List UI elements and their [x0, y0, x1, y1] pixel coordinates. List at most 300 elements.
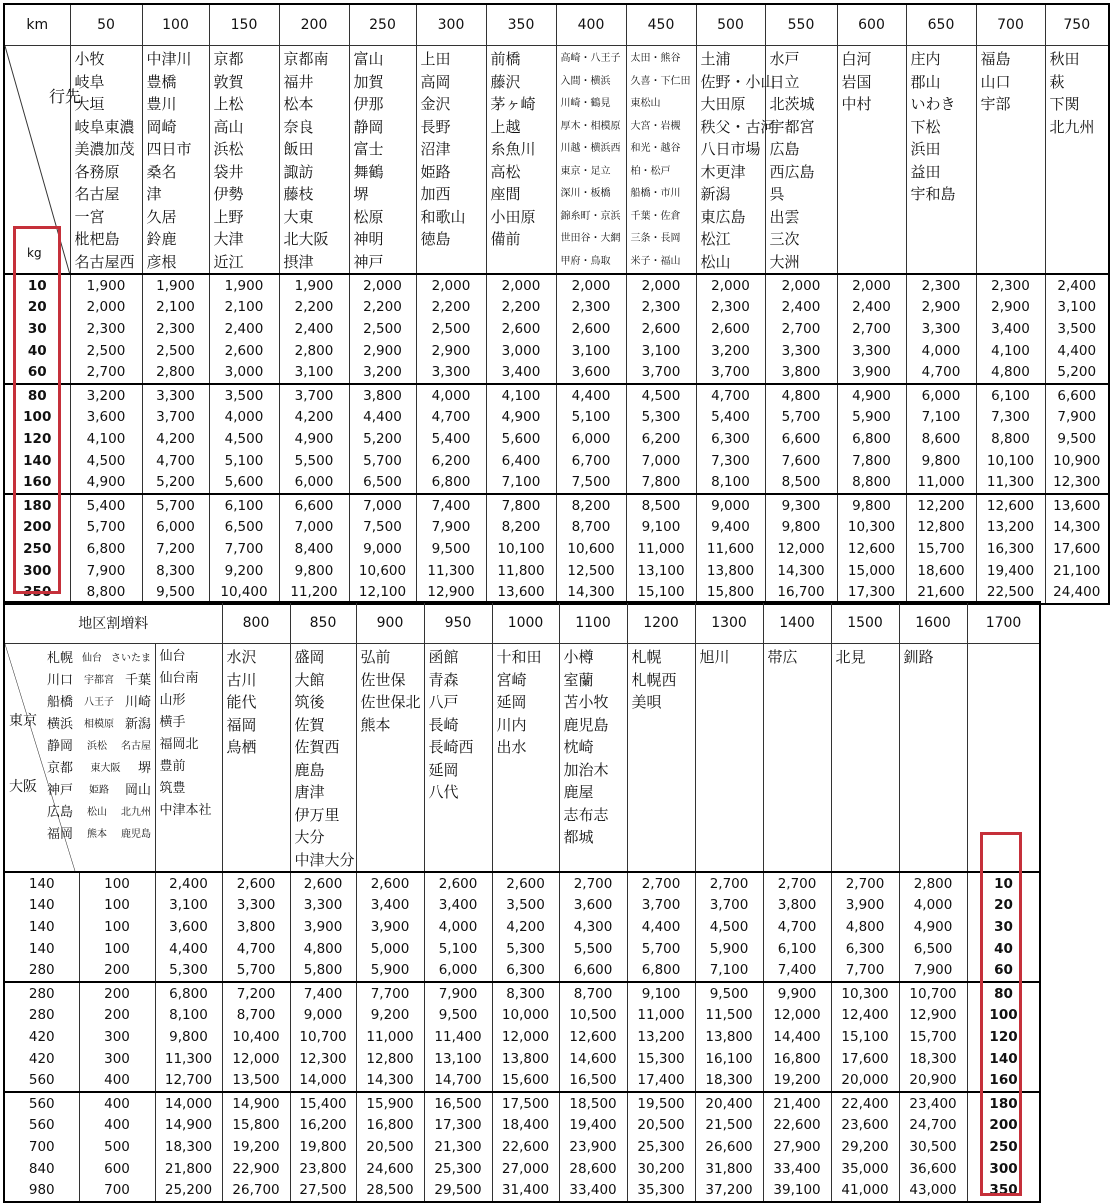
- weight-kg: 180: [4, 494, 70, 517]
- rate-cell: 4,200: [279, 407, 349, 429]
- area-col3-cell: [155, 644, 222, 873]
- rate-cell: 3,300: [837, 340, 906, 362]
- rate-cell: 2,600: [222, 872, 290, 895]
- rate-cell: 9,800: [279, 560, 349, 582]
- rate-cell: 5,800: [290, 959, 356, 982]
- rate-cell: 3,700: [696, 361, 765, 384]
- rate-cell: 17,600: [831, 1048, 899, 1070]
- weight-group-2: [4, 982, 1040, 1092]
- destination-list: [222, 644, 290, 873]
- rate-cell: 2,900: [349, 340, 416, 362]
- rate-cell: 9,000: [290, 1005, 356, 1027]
- rate-cell: 4,000: [899, 895, 967, 917]
- destination-name: 大東: [283, 207, 314, 226]
- rate-cell: 3,100: [556, 340, 626, 362]
- destination-name: 宮崎: [496, 670, 527, 689]
- rate-cell: 7,800: [837, 450, 906, 472]
- rate-cell: 13,100: [626, 560, 696, 582]
- surcharge-tokyo: 560: [4, 1069, 79, 1092]
- rate-cell: 15,400: [290, 1092, 356, 1115]
- rate-cell: 27,900: [763, 1136, 831, 1158]
- rate-cell: 12,000: [763, 1005, 831, 1027]
- rate-cell: 10,600: [556, 538, 626, 560]
- rate-cell: 23,900: [559, 1136, 627, 1158]
- rate-row: [4, 494, 1109, 517]
- rate-cell: 9,100: [627, 982, 695, 1005]
- area-city: 豊前: [159, 759, 186, 774]
- rate-cell: 5,600: [486, 428, 556, 450]
- rate-row: [4, 560, 1109, 582]
- destination-list: [559, 644, 627, 873]
- rate-cell: 2,600: [696, 318, 765, 340]
- weight-kg: 100: [967, 1005, 1040, 1027]
- rate-cell: 2,000: [696, 274, 765, 297]
- area-city: 千葉: [124, 673, 151, 688]
- rate-cell: 10,300: [837, 517, 906, 539]
- weight-group-3: [4, 1092, 1040, 1202]
- destination-name: 枕崎: [563, 738, 594, 756]
- rate-cell: 3,700: [626, 361, 696, 384]
- destination-name: 出水: [496, 738, 527, 756]
- weight-kg: 60: [4, 361, 70, 384]
- rate-cell: 10,700: [290, 1026, 356, 1048]
- rate-cell: 14,900: [155, 1115, 222, 1137]
- destination-name: 益田: [910, 162, 941, 181]
- destination-list: [627, 644, 695, 873]
- rate-cell: 12,600: [837, 538, 906, 560]
- rate-cell: 7,700: [356, 982, 424, 1005]
- destination-name: 岐阜東濃: [74, 117, 135, 136]
- surcharge-osaka: 600: [79, 1158, 155, 1180]
- destination-name: 東松山: [630, 98, 661, 109]
- rate-cell: 3,600: [155, 916, 222, 938]
- rate-cell: 11,500: [695, 1005, 763, 1027]
- rate-cell: 31,400: [492, 1179, 559, 1202]
- destination-name: 深川・板橋: [560, 188, 611, 199]
- rate-cell: 1,900: [142, 274, 209, 297]
- distance-header: 1200: [627, 602, 695, 644]
- rate-cell: 25,300: [424, 1158, 492, 1180]
- destination-row: [4, 46, 1109, 275]
- rate-cell: 37,200: [695, 1179, 763, 1202]
- distance-header: 1000: [492, 602, 559, 644]
- rate-cell: 4,800: [976, 361, 1045, 384]
- destination-name: 伊那: [353, 95, 384, 113]
- destination-list: [349, 46, 416, 275]
- rate-cell: 5,900: [695, 938, 763, 960]
- rate-cell: 7,900: [416, 517, 486, 539]
- rate-cell: 7,000: [349, 494, 416, 517]
- rate-cell: 6,200: [626, 428, 696, 450]
- area-city: 松山: [87, 807, 107, 818]
- destination-name: 摂津: [283, 252, 314, 271]
- rate-cell: 3,000: [209, 361, 279, 384]
- rate-cell: 6,000: [142, 517, 209, 539]
- rate-cell: 2,300: [556, 297, 626, 319]
- surcharge-tokyo: 420: [4, 1048, 79, 1070]
- surcharge-osaka: 200: [79, 982, 155, 1005]
- rate-cell: 12,400: [831, 1005, 899, 1027]
- rate-cell: 14,400: [763, 1026, 831, 1048]
- rate-cell: 21,400: [763, 1092, 831, 1115]
- rate-cell: 18,400: [492, 1115, 559, 1137]
- destination-name: 水沢: [226, 648, 257, 666]
- destination-name: 中津川: [146, 50, 192, 68]
- rate-cell: 2,700: [695, 872, 763, 895]
- rate-cell: 6,600: [765, 428, 837, 450]
- rate-cell: 10,500: [559, 1005, 627, 1027]
- rate-table-upper: [3, 3, 1110, 605]
- rate-cell: 19,200: [763, 1069, 831, 1092]
- destination-name: 佐野・小山: [700, 72, 776, 91]
- rate-cell: 8,300: [492, 982, 559, 1005]
- rate-row: [4, 517, 1109, 539]
- rate-row: [4, 982, 1040, 1005]
- destination-name: 糸魚川: [490, 140, 536, 158]
- destination-name: 延岡: [496, 693, 527, 711]
- rate-cell: 9,800: [155, 1026, 222, 1048]
- destination-name: 長崎: [428, 715, 459, 734]
- rate-cell: 3,700: [142, 407, 209, 429]
- destination-name: 室蘭: [563, 670, 594, 689]
- destination-name: 福島: [980, 50, 1011, 68]
- rate-cell: 29,200: [831, 1136, 899, 1158]
- destination-name: 松本: [283, 95, 314, 113]
- rate-cell: 11,000: [627, 1005, 695, 1027]
- rate-cell: 26,600: [695, 1136, 763, 1158]
- destination-name: 福井: [283, 72, 314, 91]
- rate-cell: 11,000: [906, 471, 976, 494]
- weight-kg: 250: [967, 1136, 1040, 1158]
- destination-name: 八日市場: [700, 140, 761, 158]
- rate-cell: 2,000: [349, 274, 416, 297]
- rate-cell: 11,300: [416, 560, 486, 582]
- rate-cell: 7,900: [70, 560, 142, 582]
- destination-list: [424, 644, 492, 873]
- rate-cell: 23,800: [290, 1158, 356, 1180]
- destination-list: [626, 46, 696, 275]
- destination-name: 大垣: [74, 95, 105, 113]
- rate-cell: 2,400: [209, 318, 279, 340]
- rate-cell: 9,500: [424, 1005, 492, 1027]
- destination-name: 土浦: [700, 50, 731, 68]
- rate-cell: 11,300: [976, 471, 1045, 494]
- rate-cell: 8,500: [765, 471, 837, 494]
- rate-cell: 17,600: [1045, 538, 1109, 560]
- rate-cell: 13,800: [696, 560, 765, 582]
- destination-name: 浜松: [213, 140, 244, 158]
- destination-name: 北見: [835, 648, 866, 666]
- destination-row: [4, 644, 1040, 873]
- destination-name: 堺: [353, 185, 369, 203]
- rate-cell: 8,800: [837, 471, 906, 494]
- rate-cell: 13,200: [976, 517, 1045, 539]
- surcharge-tokyo: 980: [4, 1179, 79, 1202]
- weight-kg: 140: [967, 1048, 1040, 1070]
- destination-name: 飯田: [283, 140, 314, 158]
- rate-cell: 14,900: [222, 1092, 290, 1115]
- rate-cell: 4,800: [831, 916, 899, 938]
- rate-cell: 9,800: [837, 494, 906, 517]
- weight-group-1: [4, 872, 1040, 982]
- destination-name: いわき: [910, 95, 956, 113]
- rate-cell: 11,600: [696, 538, 765, 560]
- surcharge-osaka: 300: [79, 1026, 155, 1048]
- surcharge-header: 地区割増料: [4, 602, 222, 644]
- rate-cell: 7,800: [486, 494, 556, 517]
- rate-cell: 4,700: [222, 938, 290, 960]
- rate-cell: 3,200: [349, 361, 416, 384]
- rate-cell: 4,500: [209, 428, 279, 450]
- surcharge-osaka: 400: [79, 1115, 155, 1137]
- rate-cell: 4,000: [416, 384, 486, 407]
- rate-cell: 9,100: [626, 517, 696, 539]
- destination-name: 姫路: [420, 162, 451, 181]
- destination-name: 名古屋: [74, 185, 120, 203]
- rate-cell: 28,600: [559, 1158, 627, 1180]
- weight-kg: 140: [4, 450, 70, 472]
- rate-cell: 2,800: [279, 340, 349, 362]
- destination-list: [70, 46, 142, 275]
- rate-cell: 19,800: [290, 1136, 356, 1158]
- area-city: 神戸: [47, 783, 74, 798]
- destination-name: 和光・越谷: [630, 143, 681, 154]
- distance-header: 1600: [899, 602, 967, 644]
- destination-name: 座間: [490, 185, 521, 203]
- rate-row: [4, 1005, 1040, 1027]
- destination-name: 上松: [213, 95, 244, 113]
- rate-row: [4, 538, 1109, 560]
- rate-cell: 12,800: [356, 1048, 424, 1070]
- rate-cell: 14,600: [559, 1048, 627, 1070]
- rate-cell: 20,000: [831, 1069, 899, 1092]
- surcharge-tokyo: 840: [4, 1158, 79, 1180]
- area-city: 横浜: [47, 717, 74, 732]
- rate-cell: 2,000: [486, 274, 556, 297]
- rate-cell: 2,700: [765, 318, 837, 340]
- destination-name: 佐世保北: [360, 693, 421, 711]
- rate-cell: 2,100: [142, 297, 209, 319]
- distance-header: 1100: [559, 602, 627, 644]
- destination-name: 千葉・佐倉: [630, 210, 681, 222]
- rate-cell: 19,400: [559, 1115, 627, 1137]
- destination-name: 富山: [353, 50, 384, 68]
- rate-cell: 2,700: [763, 872, 831, 895]
- rate-cell: 5,500: [559, 938, 627, 960]
- rate-cell: 1,900: [209, 274, 279, 297]
- destination-name: 佐賀: [294, 715, 325, 734]
- destination-name: 津: [146, 185, 162, 203]
- rate-cell: 2,200: [349, 297, 416, 319]
- destination-list: [967, 644, 1040, 873]
- destination-list: [142, 46, 209, 275]
- destination-name: 近江: [213, 252, 244, 271]
- distance-header-row: [4, 4, 1109, 46]
- rate-cell: 7,300: [976, 407, 1045, 429]
- rate-cell: 41,000: [831, 1179, 899, 1202]
- destination-name: 鹿屋: [563, 783, 594, 801]
- weight-kg: 10: [967, 872, 1040, 895]
- rate-cell: 24,700: [899, 1115, 967, 1137]
- destination-name: 呉: [769, 185, 785, 203]
- rate-cell: 19,400: [976, 560, 1045, 582]
- surcharge-osaka: 200: [79, 959, 155, 982]
- rate-cell: 2,600: [486, 318, 556, 340]
- rate-cell: 2,700: [837, 318, 906, 340]
- rate-cell: 7,700: [209, 538, 279, 560]
- rate-cell: 7,200: [222, 982, 290, 1005]
- destination-name: 伊勢: [213, 185, 244, 203]
- rate-cell: 2,900: [416, 340, 486, 362]
- rate-cell: 21,800: [155, 1158, 222, 1180]
- area-city: 宇都宮: [84, 675, 114, 686]
- destination-list: [1045, 46, 1109, 275]
- rate-cell: 7,100: [906, 407, 976, 429]
- rate-cell: 3,600: [559, 895, 627, 917]
- rate-cell: 9,500: [1045, 428, 1109, 450]
- rate-cell: 13,800: [695, 1026, 763, 1048]
- rate-row: [4, 872, 1040, 895]
- rate-cell: 6,400: [486, 450, 556, 472]
- destination-name: 出雲: [769, 207, 800, 226]
- rate-cell: 9,800: [765, 517, 837, 539]
- rate-cell: 9,500: [416, 538, 486, 560]
- rate-cell: 17,400: [627, 1069, 695, 1092]
- rate-cell: 3,400: [486, 361, 556, 384]
- rate-cell: 2,000: [837, 274, 906, 297]
- area-city: 中津本社: [159, 803, 212, 818]
- rate-cell: 21,100: [1045, 560, 1109, 582]
- rate-cell: 15,100: [626, 581, 696, 604]
- rate-cell: 3,000: [486, 340, 556, 362]
- destination-name: 岐阜: [74, 72, 105, 91]
- rate-row: [4, 1092, 1040, 1115]
- rate-cell: 9,000: [696, 494, 765, 517]
- rate-cell: 2,500: [416, 318, 486, 340]
- rate-cell: 4,000: [906, 340, 976, 362]
- rate-cell: 2,500: [142, 340, 209, 362]
- distance-header: 200: [279, 4, 349, 46]
- rate-cell: 4,000: [424, 916, 492, 938]
- rate-cell: 12,100: [349, 581, 416, 604]
- rate-cell: 29,500: [424, 1179, 492, 1202]
- rate-cell: 28,500: [356, 1179, 424, 1202]
- rate-cell: 9,200: [209, 560, 279, 582]
- area-city: 静岡: [47, 739, 74, 754]
- destination-name: 豊川: [146, 95, 177, 113]
- rate-cell: 2,900: [976, 297, 1045, 319]
- rate-cell: 3,500: [1045, 318, 1109, 340]
- rate-cell: 6,000: [556, 428, 626, 450]
- rate-cell: 7,400: [416, 494, 486, 517]
- rate-cell: 3,300: [765, 340, 837, 362]
- destination-name: 福岡: [226, 715, 257, 734]
- destination-name: 徳島: [420, 230, 451, 248]
- rate-cell: 2,300: [696, 297, 765, 319]
- rate-cell: 4,100: [976, 340, 1045, 362]
- rate-cell: 6,300: [492, 959, 559, 982]
- weight-kg: 350: [967, 1179, 1040, 1202]
- rate-cell: 25,300: [627, 1136, 695, 1158]
- rate-cell: 6,800: [837, 428, 906, 450]
- destination-name: 日立: [769, 72, 800, 91]
- rate-cell: 36,600: [899, 1158, 967, 1180]
- rate-cell: 18,300: [695, 1069, 763, 1092]
- rate-cell: 2,000: [765, 274, 837, 297]
- destination-name: 舞鶴: [353, 162, 384, 181]
- rate-cell: 5,700: [70, 517, 142, 539]
- destination-name: 三次: [769, 230, 800, 248]
- area-city: 堺: [137, 761, 151, 776]
- surcharge-tokyo: 420: [4, 1026, 79, 1048]
- rate-cell: 8,700: [559, 982, 627, 1005]
- rate-cell: 6,800: [416, 471, 486, 494]
- rate-cell: 3,800: [765, 361, 837, 384]
- destination-name: 豊橋: [146, 72, 177, 91]
- rate-cell: 4,500: [626, 384, 696, 407]
- rate-cell: 6,000: [424, 959, 492, 982]
- destination-name: 能代: [226, 693, 257, 711]
- rate-cell: 15,700: [899, 1026, 967, 1048]
- distance-header: 400: [556, 4, 626, 46]
- rate-cell: 9,500: [695, 982, 763, 1005]
- distance-header: 450: [626, 4, 696, 46]
- destination-name: 大田原: [700, 95, 746, 113]
- destination-name: 藤沢: [490, 72, 521, 91]
- destination-name: 鹿島: [294, 760, 325, 779]
- area-city: 川崎: [124, 695, 151, 710]
- rate-cell: 18,300: [899, 1048, 967, 1070]
- surcharge-osaka: 200: [79, 1005, 155, 1027]
- rate-cell: 10,700: [899, 982, 967, 1005]
- rate-cell: 4,100: [486, 384, 556, 407]
- rate-cell: 20,500: [356, 1136, 424, 1158]
- weight-kg: 60: [967, 959, 1040, 982]
- rate-row: [4, 916, 1040, 938]
- destination-name: 久喜・下仁田: [630, 75, 691, 87]
- rate-cell: 3,300: [142, 384, 209, 407]
- area-row: [47, 714, 153, 736]
- destination-name: 世田谷・大網: [560, 233, 621, 244]
- rate-cell: 5,200: [1045, 361, 1109, 384]
- rate-cell: 6,500: [349, 471, 416, 494]
- rate-cell: 4,300: [559, 916, 627, 938]
- destination-name: 長崎西: [428, 738, 474, 756]
- destination-name: 米子・福山: [630, 255, 681, 267]
- rate-cell: 2,600: [424, 872, 492, 895]
- distance-header: 600: [837, 4, 906, 46]
- rate-cell: 12,000: [492, 1026, 559, 1048]
- destination-name: 佐賀西: [294, 738, 340, 756]
- rate-cell: 5,100: [424, 938, 492, 960]
- rate-cell: 2,000: [70, 297, 142, 319]
- area-city: 札幌: [47, 651, 74, 666]
- rate-cell: 33,400: [763, 1158, 831, 1180]
- rate-cell: 6,600: [1045, 384, 1109, 407]
- rate-cell: 5,700: [349, 450, 416, 472]
- rate-cell: 15,600: [492, 1069, 559, 1092]
- destination-name: 一宮: [74, 207, 105, 226]
- rate-row: [4, 340, 1109, 362]
- rate-cell: 7,000: [626, 450, 696, 472]
- destination-name: 神明: [353, 230, 384, 248]
- rate-cell: 12,000: [222, 1048, 290, 1070]
- destination-name: 白河: [841, 50, 872, 68]
- rate-cell: 3,400: [424, 895, 492, 917]
- area-row: [47, 802, 153, 824]
- rate-cell: 7,100: [486, 471, 556, 494]
- destination-list: [695, 644, 763, 873]
